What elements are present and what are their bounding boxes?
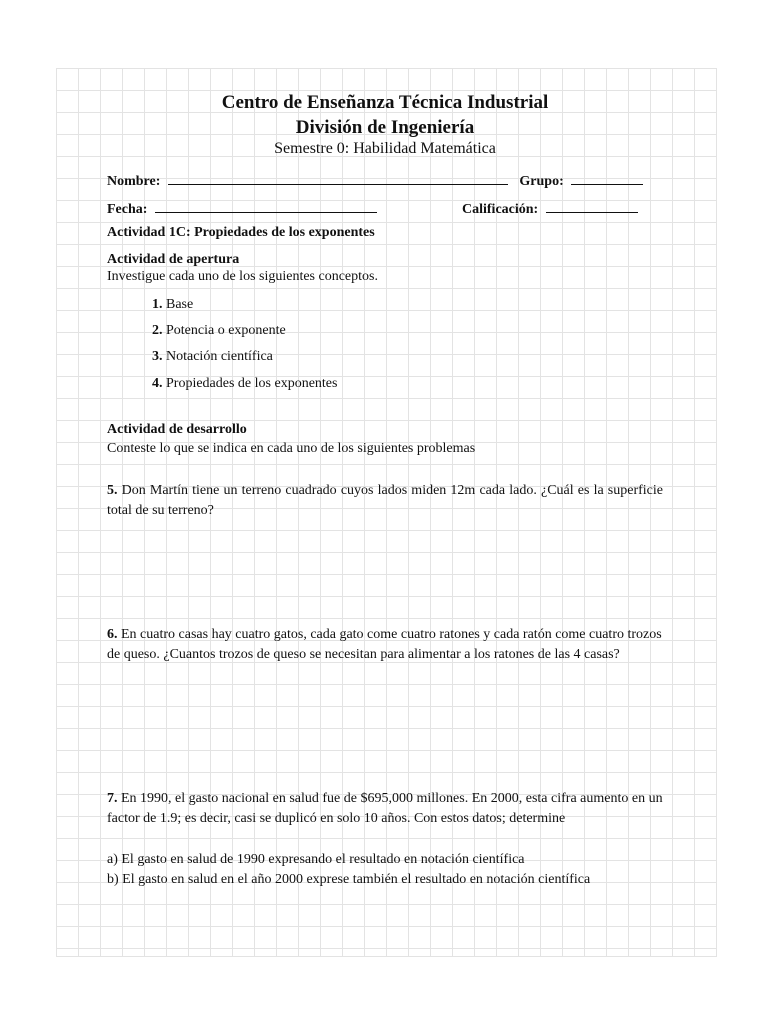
- problem-6: 6. En cuatro casas hay cuatro gatos, cada gato come cuatro ratones y cada ratón come cuatro trozos de queso. ¿Cuantos trozos de queso se necesitan para alimentar a los ratones de las 4 casas?: [107, 627, 662, 662]
- list-item: 1. Base: [152, 297, 194, 312]
- group-field[interactable]: [571, 170, 643, 185]
- name-field[interactable]: [168, 170, 508, 185]
- grade-group: [462, 198, 638, 219]
- development-instruction: Conteste lo que se indica en cada uno de los siguientes problemas: [107, 441, 476, 456]
- name-label: Nombre:: [107, 174, 161, 189]
- list-item: 2. Potencia o exponente: [152, 323, 286, 338]
- date-label: Fecha:: [107, 202, 148, 217]
- problem-7: 7. En 1990, el gasto nacional en salud fue de $695,000 millones. En 2000, esta cifra aumento en un factor de 1.9; es decir, casi se duplicó en solo 10 años. Con estos datos; determine: [107, 791, 663, 826]
- list-item: 3. Notación científica: [152, 349, 273, 364]
- problem-5: 5. Don Martín tiene un terreno cuadrado cuyos lados miden 12m cada lado. ¿Cuál es la superficie total de su terreno?: [107, 483, 663, 518]
- activity-title: Actividad 1C: Propiedades de los exponentes: [107, 225, 375, 240]
- list-item: 4. Propiedades de los exponentes: [152, 376, 338, 391]
- opening-instruction: Investigue cada uno de los siguientes conceptos.: [107, 269, 378, 284]
- opening-heading: Actividad de apertura: [107, 252, 240, 267]
- division-title: División de Ingeniería: [295, 117, 475, 138]
- course-subtitle: Semestre 0: Habilidad Matemática: [274, 140, 496, 157]
- date-field[interactable]: [155, 198, 377, 213]
- group-label: Grupo:: [519, 174, 564, 189]
- development-heading: Actividad de desarrollo: [107, 422, 247, 437]
- grade-label: Calificación:: [462, 202, 539, 217]
- institution-title: Centro de Enseñanza Técnica Industrial: [221, 92, 549, 113]
- name-group-row: [107, 170, 663, 191]
- subquestion-a: a) El gasto en salud de 1990 expresando el resultado en notación científica: [107, 852, 525, 867]
- grade-field[interactable]: [546, 198, 638, 213]
- subquestion-b: b) El gasto en salud en el año 2000 exprese también el resultado en notación científica: [107, 872, 591, 887]
